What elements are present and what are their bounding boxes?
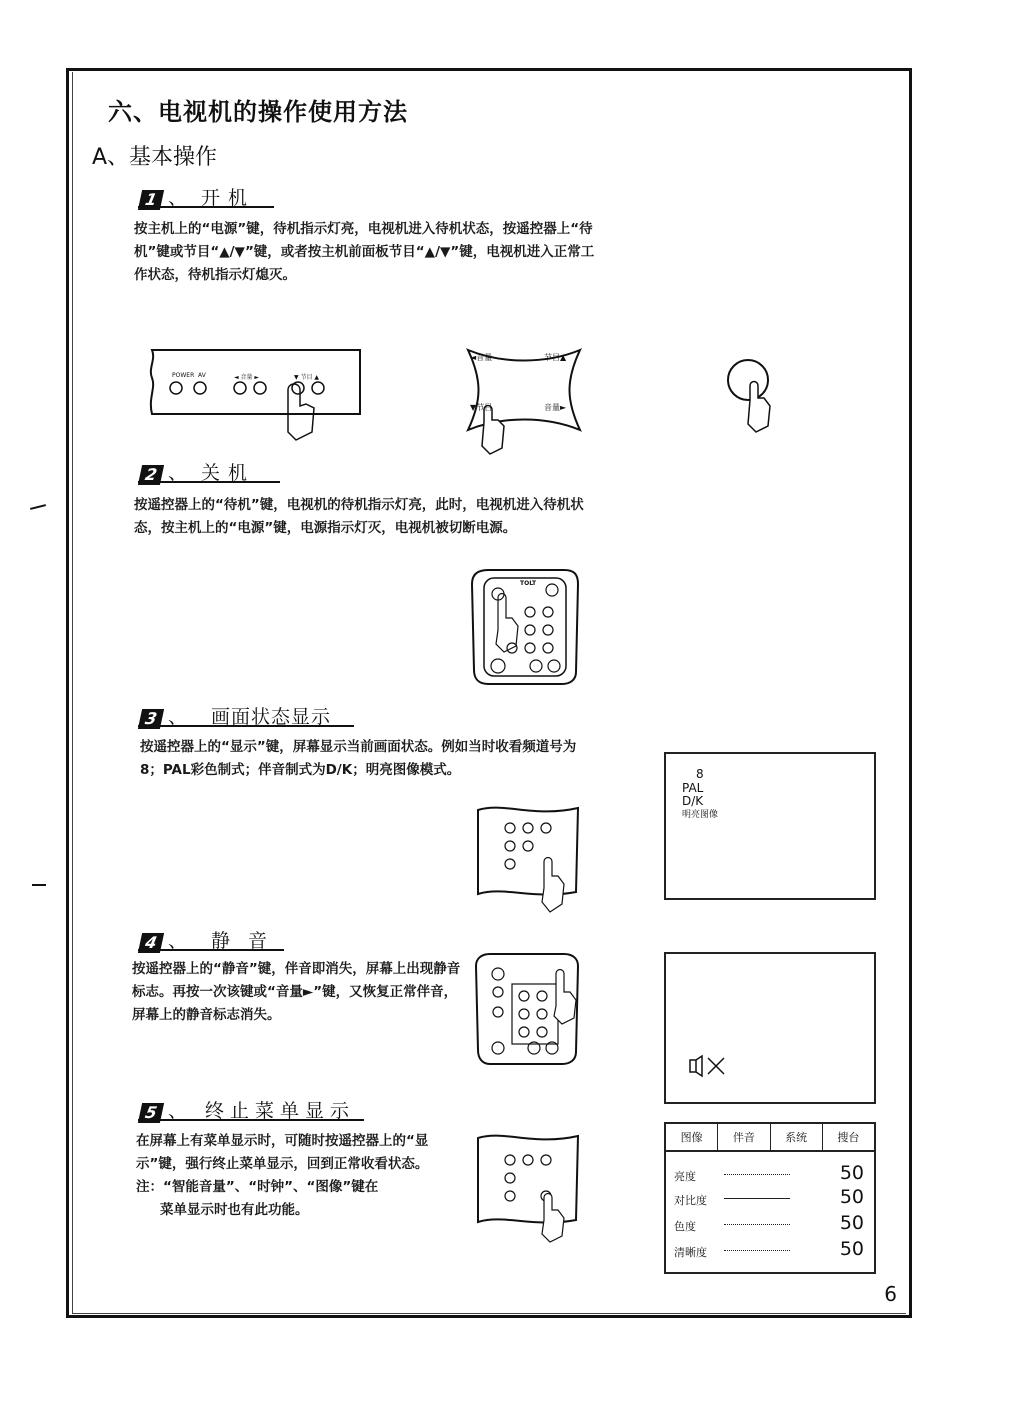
power-button-illustration [726, 356, 786, 436]
page-number: 6 [884, 1282, 897, 1306]
section-3-number: 3 [138, 709, 164, 729]
section-5-note: 注：“智能音量”、“时钟”、“图像”键在 [136, 1179, 379, 1195]
section-5-underline [138, 1119, 364, 1121]
menu-row-value: 50 [839, 1212, 864, 1234]
section-4-title: 静音 [211, 930, 286, 952]
menu-row-value: 50 [839, 1162, 864, 1184]
panel-label-volume: ◄ 音量 ► [234, 374, 260, 381]
remote-fragment-display [474, 800, 584, 916]
menu-row-value: 50 [839, 1238, 864, 1260]
front-panel-illustration [148, 348, 364, 446]
section-4-underline [138, 949, 284, 951]
menu-row-brightness[interactable] [674, 1164, 864, 1188]
menu-tab-system[interactable]: 系统 [771, 1124, 823, 1150]
section-3-sep: 、 [168, 706, 188, 728]
section-1-underline [138, 206, 274, 208]
cross-label-prog-down: ▼节目 [470, 403, 493, 412]
menu-row-sharpness[interactable] [674, 1240, 864, 1264]
menu-row-slider [724, 1198, 790, 1199]
speaker-mute-icon [688, 1054, 728, 1078]
menu-row-label: 对比度 [674, 1194, 707, 1207]
status-channel: 8 [696, 767, 704, 781]
menu-display-screen [664, 1122, 876, 1274]
menu-row-slider [724, 1224, 790, 1225]
section-2-underline [138, 481, 280, 483]
menu-row-color[interactable] [674, 1214, 864, 1238]
panel-label-program: ▼ 节目 ▲ [294, 374, 320, 381]
menu-row-label: 亮度 [674, 1170, 696, 1183]
panel-label-power: POWER [172, 372, 195, 379]
section-5-title: 终止菜单显示 [205, 1100, 356, 1122]
section-5-number: 5 [138, 1103, 164, 1123]
menu-tab-bar [666, 1124, 874, 1152]
cross-label-prog-up: 节目▲ [544, 353, 567, 362]
section-4-text: 按遥控器上的“静音”键，伴音即消失，屏幕上出现静音标志。再按一次该键或“音量►”键，又恢复正常伴音，屏幕上的静音标志消失。 [132, 961, 461, 1023]
section-3-title: 画面状态显示 [211, 706, 332, 728]
margin-mark [30, 504, 46, 510]
section-subtitle: A、基本操作 [92, 145, 218, 170]
status-sound-system: D/K [682, 794, 704, 808]
status-color-system: PAL [682, 781, 704, 795]
menu-row-slider [724, 1174, 790, 1175]
menu-tab-sound[interactable]: 伴音 [718, 1124, 770, 1150]
menu-tab-search[interactable]: 搜台 [837, 1131, 860, 1144]
menu-row-value: 50 [839, 1186, 864, 1208]
menu-tab-picture[interactable]: 图像 [666, 1124, 718, 1150]
menu-row-contrast[interactable] [674, 1188, 864, 1212]
menu-row-label: 清晰度 [674, 1246, 707, 1259]
section-5-text: 在屏幕上有菜单显示时，可随时按遥控器上的“显示”键，强行终止菜单显示，回到正常收看状态。 [136, 1133, 429, 1172]
section-1-number: 1 [138, 190, 164, 210]
menu-row-label: 色度 [674, 1220, 696, 1233]
section-3-text: 按遥控器上的“显示”键，屏幕显示当前画面状态。例如当时收看频道号为8；PAL彩色制式；伴音制式为D/K；明亮图像模式。 [140, 739, 577, 778]
remote-fragment-exit-menu [474, 1128, 584, 1244]
remote-brand-label: TOLT [520, 580, 537, 587]
section-1-text: 按主机上的“电源”键，待机指示灯亮，电视机进入待机状态，按遥控器上“待机”键或节目“▲/▼”键，或者按主机前面板节目“▲/▼”键，电视机进入正常工作状态，待机指示灯熄灭。 [134, 221, 595, 283]
section-5-sep: 、 [168, 1100, 188, 1122]
section-1-sep: 、 [168, 187, 188, 209]
margin-mark [32, 884, 46, 886]
remote-illustration-mute [472, 952, 582, 1068]
section-5-note-2: 菜单显示时也有此功能。 [160, 1202, 309, 1218]
panel-label-av: AV [198, 372, 206, 379]
section-4-sep: 、 [168, 930, 188, 952]
status-display-screen [664, 752, 876, 900]
cross-label-vol-up: 音量► [544, 403, 567, 412]
section-2-sep: 、 [168, 462, 188, 484]
mute-display-screen [664, 952, 876, 1104]
status-picture-mode: 明亮图像 [682, 810, 719, 820]
section-2-text: 按遥控器上的“待机”键，电视机的待机指示灯亮，此时，电视机进入待机状态，按主机上的“电源”键，电源指示灯灭，电视机被切断电源。 [134, 497, 584, 536]
section-1-title: 开机 [201, 187, 256, 209]
section-3-underline [138, 725, 354, 727]
page-title: 六、电视机的操作使用方法 [108, 98, 408, 126]
menu-row-slider [724, 1250, 790, 1251]
section-2-number: 2 [138, 465, 164, 485]
cross-label-vol-down: ◄音量 [470, 353, 493, 362]
section-4-number: 4 [138, 933, 164, 953]
section-2-title: 关机 [201, 462, 256, 484]
